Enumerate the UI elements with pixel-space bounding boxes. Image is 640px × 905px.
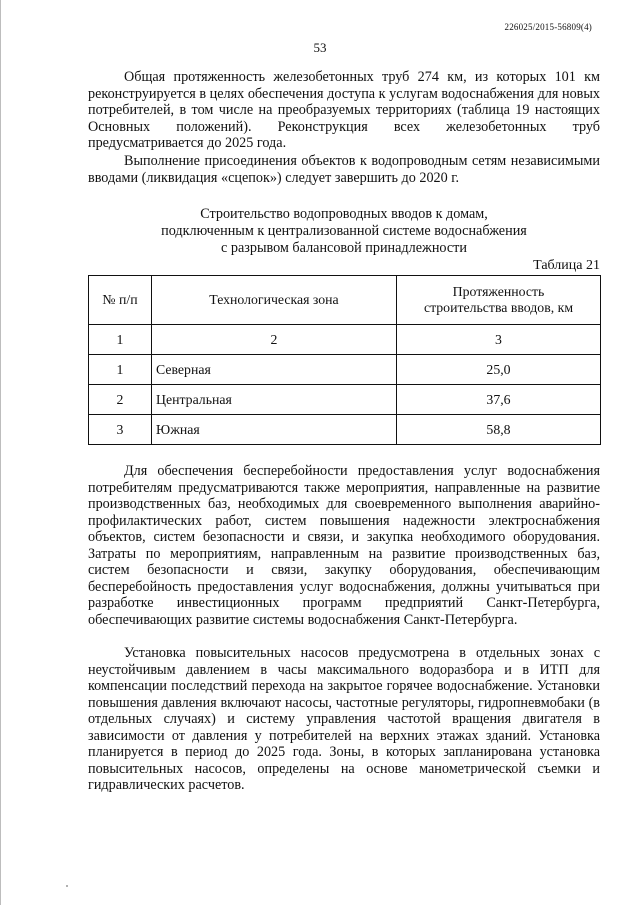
row-zone: Северная — [152, 355, 397, 385]
row-zone: Центральная — [152, 385, 397, 415]
table-label: Таблица 21 — [533, 258, 600, 273]
row-length: 25,0 — [397, 355, 601, 385]
page-number: 53 — [313, 40, 327, 55]
table-index-row — [89, 325, 601, 355]
index-cell: 1 — [89, 325, 152, 355]
row-length: 58,8 — [397, 415, 601, 445]
header-num: № п/п — [89, 276, 152, 325]
page-edge-line — [0, 0, 1, 905]
table-row — [89, 355, 601, 385]
header-length-line-1: Протяженность — [452, 284, 545, 299]
table-caption-line-1: Строительство водопроводных вводов к домам, — [200, 206, 488, 222]
row-zone: Южная — [152, 415, 397, 445]
index-cell: 3 — [397, 325, 601, 355]
document-id: 226025/2015-56809(4) — [504, 22, 592, 32]
paragraph-pipes-length: Общая протяженность железобетонных труб 274 км, из которых 101 км реконструируется в целях обеспечения доступа к услугам водоснабжения для новых потребителей, в том числе на преобразуемых территориях (таблица 19 настоящих Основных положений). Реконструкция всех железобетонных труб предусматривается до 2025 года. — [88, 69, 600, 151]
header-length — [397, 276, 601, 325]
table-caption-line-3: с разрывом балансовой принадлежности — [221, 239, 467, 256]
row-num: 3 — [89, 415, 152, 445]
row-length: 37,6 — [397, 385, 601, 415]
paragraph-booster-pumps: Установка повысительных насосов предусмотрена в отдельных зонах с неустойчивым давлением в часы максимального водоразбора и в ИТП для компенсации последствий перехода на закрытое горячее водоснабжение. Установки повышения давления включают насосы, частотные регуляторы, гидропневмобаки (в отдельных случаях) и систему управления частотой вращения двигателя в зависимости от давления у потребителей на верхних этажах зданий. Установка планируется в период до 2025 года. Зоны, в которых запланирована установка повысительных насосов, определены на основе манометрической съемки и гидравлических расчетов. — [88, 645, 600, 793]
table-header-row — [89, 276, 601, 325]
index-cell: 2 — [152, 325, 397, 355]
header-length-line-2: строительства вводов, км — [423, 300, 574, 315]
paragraph-independent-inputs: Выполнение присоединения объектов к водопроводным сетям независимыми вводами (ликвидация «сцепок») следует завершить до 2020 г. — [88, 153, 600, 186]
scan-speck — [66, 885, 68, 887]
header-zone: Технологическая зона — [152, 276, 397, 325]
paragraph-reliability: Для обеспечения бесперебойности предоставления услуг водоснабжения потребителям предусматриваются также мероприятия, направленные на развитие производственных баз, необходимых для своевременного выполнения аварийно-профилактических работ, систем повышения надежности электроснабжения объектов, систем безопасности и связи, и закупка необходимого оборудования. Затраты по мероприятиям, направленным на развитие производственных баз, систем безопасности и связи, закупку оборудования, обеспечивающим бесперебойность предоставления услуг водоснабжения, должны учитываться при разработке инвестиционных программ предприятий Санкт-Петербурга, обеспечивающих развитие системы водоснабжения Санкт-Петербурга. — [88, 463, 600, 628]
row-num: 1 — [89, 355, 152, 385]
water-inputs-table — [88, 275, 601, 445]
table-caption-line-2: подключенным к централизованной системе водоснабжения — [161, 222, 527, 239]
row-num: 2 — [89, 385, 152, 415]
table-caption — [88, 206, 600, 256]
table-row — [89, 385, 601, 415]
table-row — [89, 415, 601, 445]
